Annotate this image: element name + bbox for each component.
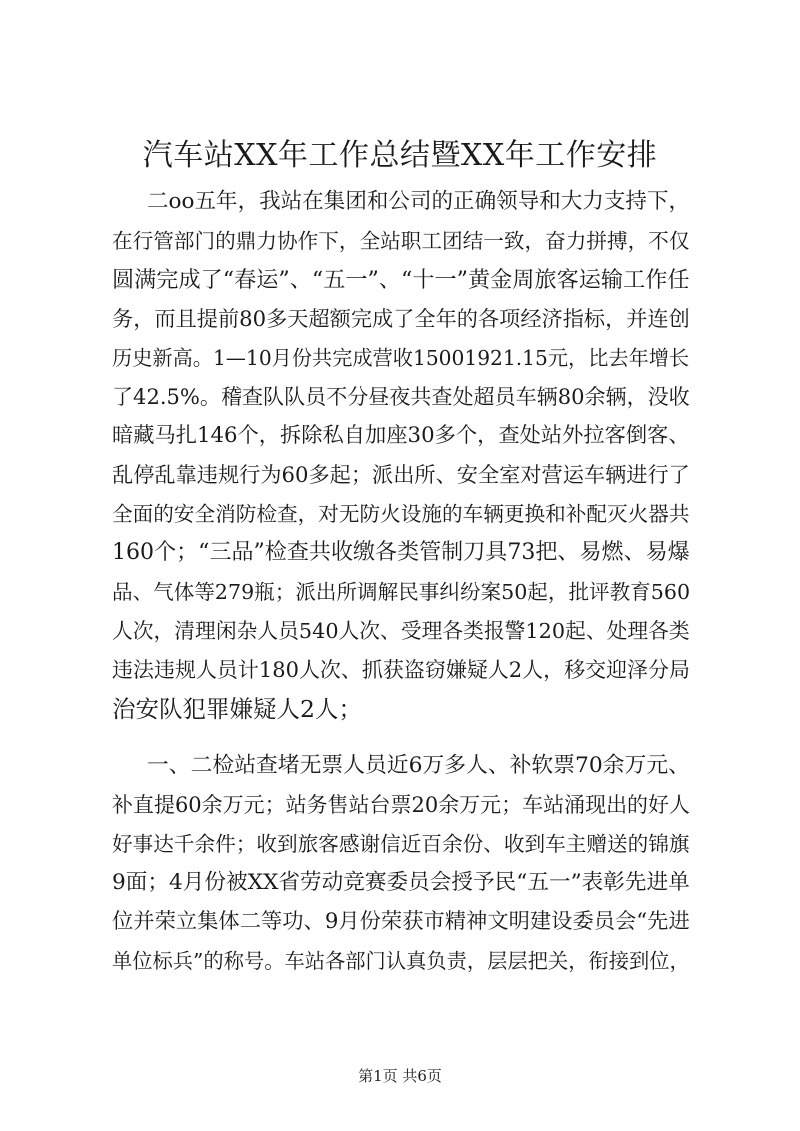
document-title: 汽车站XX年工作总结暨XX年工作安排 [142,138,658,173]
text-line: 好事达千余件；收到旅客感谢信近百余份、收到车主赠送的锦旗 [112,832,690,856]
text-line: 人次，清理闲杂人员540人次、受理各类报警120起、处理各类 [112,619,690,643]
text-line: 9面；4月份被XX省劳动竞赛委员会授予民“五一”表彰先进单 [112,870,690,895]
text-line: 乱停乱靠违规行为60多起；派出所、安全室对营运车辆进行了 [112,462,690,487]
text-line: 圆满完成了“春运”、“五一”、“十一”黄金周旅客运输工作任 [112,267,690,293]
text-line: 二oo五年，我站在集团和公司的正确领导和大力支持下， [147,189,691,214]
text-line: 治安队犯罪嫌疑人2人； [112,695,362,723]
text-line: 品、气体等279瓶；派出所调解民事纠纷案50起，批评教育560 [112,580,691,604]
text-line: 务，而且提前80多天超额完成了全年的各项经济指标，并连创 [112,306,690,331]
text-line: 了42.5%。稽查队队员不分昼夜共查处超员车辆80余辆，没收 [112,384,690,409]
text-line: 160个；“三品”检查共收缴各类管制刀具73把、易燃、易爆 [112,540,690,565]
text-line: 暗藏马扎146个，拆除私自加座30多个，查处站外拉客倒客、 [112,423,690,448]
text-line: 违法违规人员计180人次、抓获盗窃嫌疑人2人，移交迎泽分局 [112,658,691,682]
text-line: 位并荣立集体二等功、9月份荣获市精神文明建设委员会“先进 [112,909,690,934]
text-line: 历史新高。1—10月份共完成营收15001921.15元，比去年增长 [112,346,690,370]
text-line: 全面的安全消防检查，对无防火设施的车辆更换和补配灭火器共 [112,502,690,526]
text-line: 在行管部门的鼎力协作下，全站职工团结一致，奋力拼搏，不仅 [112,229,690,253]
text-line: 补直提60余万元；站务售站台票20余万元；车站涌现出的好人 [112,793,691,817]
page-footer: 第1页 共6页 [358,1067,442,1085]
text-line: 单位标兵”的称号。车站各部门认真负责，层层把关，衔接到位， [112,949,690,973]
text-line: 一、二检站查堵无票人员近6万多人、补软票70余万元、 [147,753,690,778]
